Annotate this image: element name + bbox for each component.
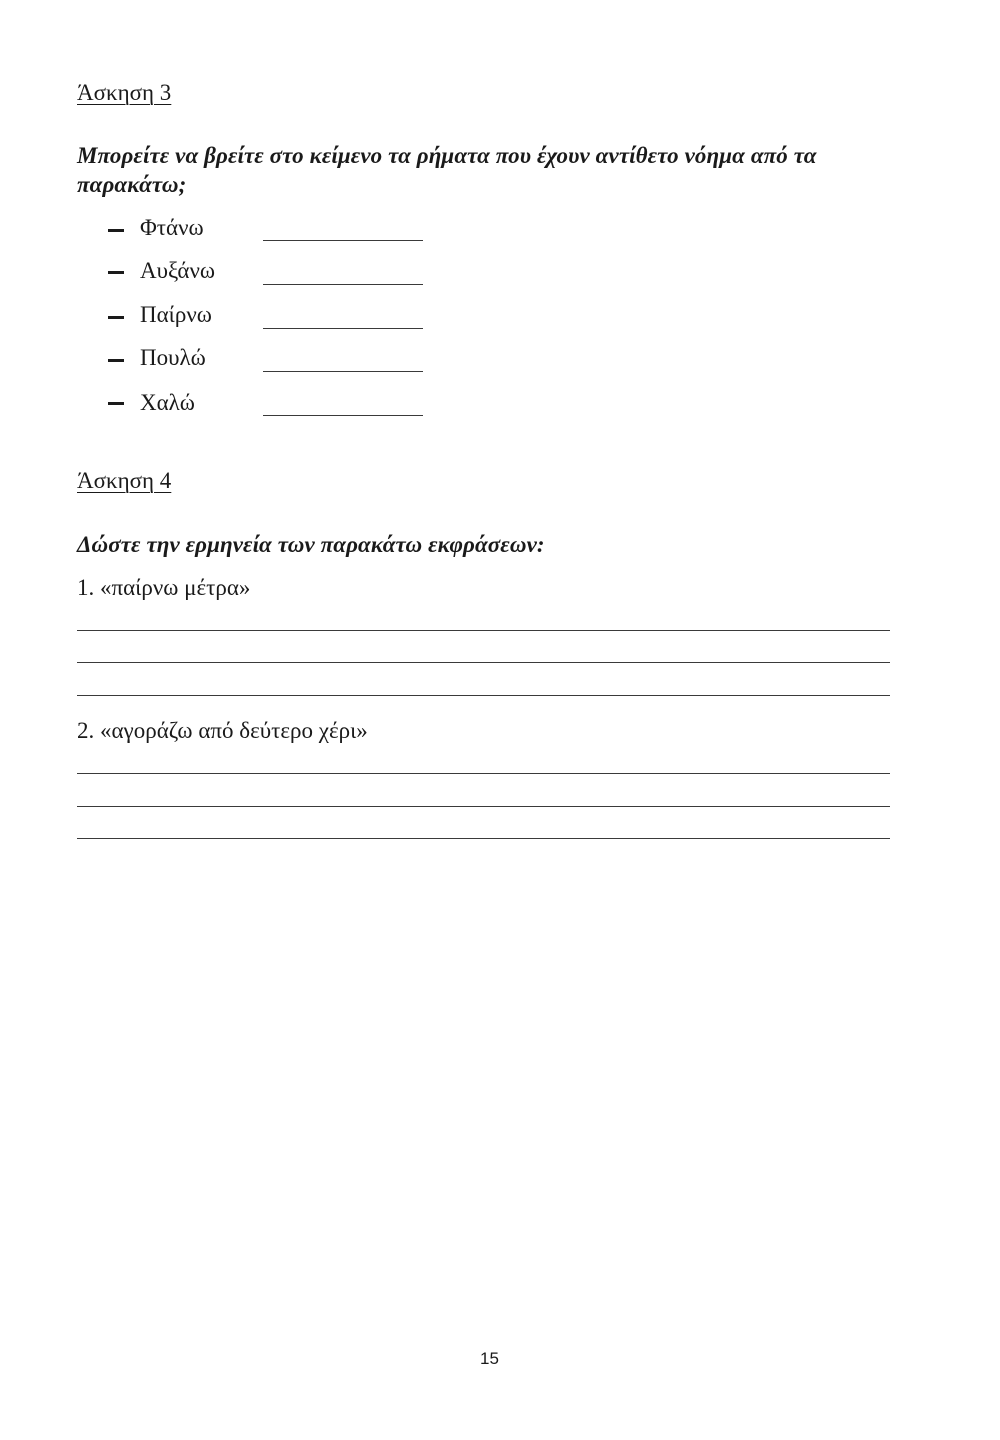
question-text: 2. «αγοράζω από δεύτερο χέρι»: [77, 718, 368, 743]
question-text: 1. «παίρνω μέτρα»: [77, 575, 251, 600]
answer-line[interactable]: [77, 662, 890, 663]
answer-line[interactable]: [77, 806, 890, 807]
answer-blank[interactable]: [263, 328, 423, 329]
answer-line[interactable]: [77, 838, 890, 839]
verb-word: Φτάνω: [140, 215, 204, 240]
answer-line[interactable]: [77, 773, 890, 774]
list-dash-icon: [108, 359, 124, 362]
list-dash-icon: [108, 402, 124, 405]
exercise-4-heading: Άσκηση 4: [77, 468, 172, 493]
verb-word: Πουλώ: [140, 345, 206, 370]
answer-blank[interactable]: [263, 284, 423, 285]
list-dash-icon: [108, 271, 124, 274]
exercise-4-instruction: Δώστε την ερμηνεία των παρακάτω εκφράσεων:: [77, 532, 545, 557]
list-dash-icon: [108, 316, 124, 319]
answer-blank[interactable]: [263, 371, 423, 372]
page-number: 15: [480, 1349, 499, 1368]
verb-word: Χαλώ: [140, 390, 195, 415]
answer-blank[interactable]: [263, 415, 423, 416]
verb-word: Αυξάνω: [140, 258, 215, 283]
exercise-3-instruction: Μπορείτε να βρείτε στο κείμενο τα ρήματα που έχουν αντίθετο νόημα από τα παρακάτω;: [77, 143, 817, 197]
list-dash-icon: [108, 229, 124, 232]
answer-blank[interactable]: [263, 240, 423, 241]
verb-word: Παίρνω: [140, 302, 212, 327]
answer-line[interactable]: [77, 695, 890, 696]
answer-line[interactable]: [77, 630, 890, 631]
exercise-3-heading: Άσκηση 3: [77, 80, 172, 105]
